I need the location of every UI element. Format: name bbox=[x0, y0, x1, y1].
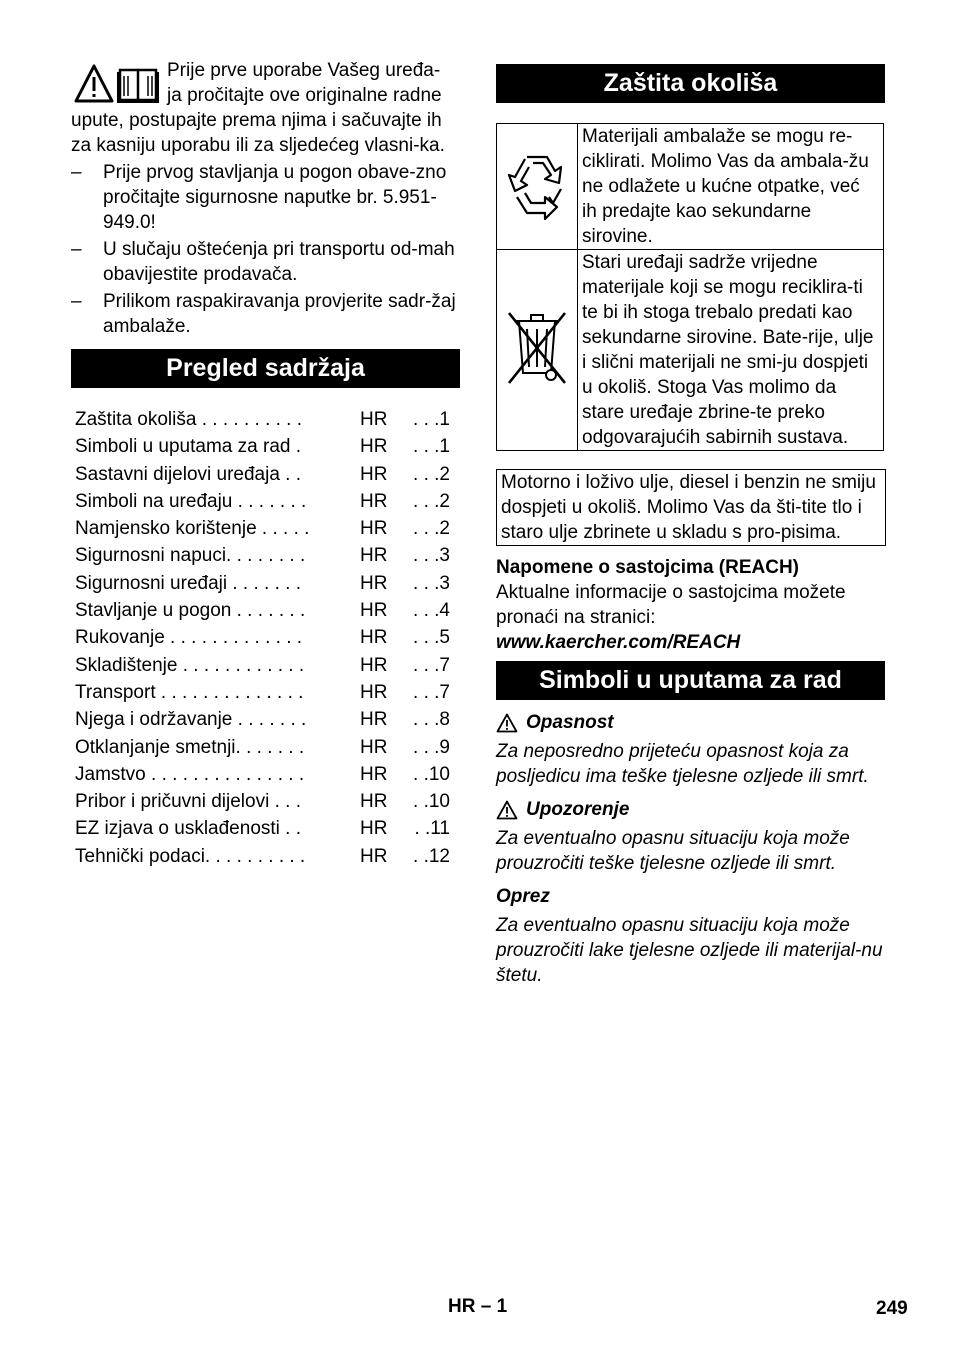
table-row bbox=[497, 124, 884, 250]
toc-entry-page: . . .3 bbox=[413, 572, 450, 594]
toc-entry-page: . .12 bbox=[413, 845, 450, 867]
toc-entry-page: . . .1 bbox=[413, 436, 450, 458]
toc-entry-title: Simboli na uređaju . . . . . . . bbox=[75, 490, 307, 512]
symbol-title-warning: Upozorenje bbox=[526, 799, 630, 820]
reach-link[interactable]: www.kaercher.com/REACH bbox=[496, 632, 741, 653]
toc-row[interactable] bbox=[71, 488, 460, 515]
symbol-text-danger: Za neposredno prijeteću opasnost koja za posljedicu ima teške tjelesne ozljede ili smrt. bbox=[496, 741, 869, 787]
toc-entry-title: Tehnički podaci. . . . . . . . . . bbox=[75, 845, 306, 867]
toc-heading: Pregled sadržaja bbox=[71, 349, 460, 388]
toc-entry-language: HR bbox=[360, 572, 388, 594]
toc-row[interactable] bbox=[71, 679, 460, 706]
toc-entry-page: . . .1 bbox=[413, 409, 450, 430]
environment-heading: Zaštita okoliša bbox=[496, 64, 885, 103]
toc-entry-title: Sigurnosni uređaji . . . . . . . bbox=[75, 572, 301, 594]
recycle-icon-cell bbox=[497, 124, 578, 250]
symbol-text-warning: Za eventualno opasnu situaciju koja može prouzročiti teške tjelesne ozljede ili smrt. bbox=[496, 828, 850, 874]
toc-entry-title: Simboli u uputama za rad . bbox=[75, 436, 302, 458]
toc-entry-title: Skladištenje . . . . . . . . . . . . bbox=[75, 654, 305, 676]
toc-entry-language: HR bbox=[360, 409, 388, 430]
toc-entry-title: Njega i održavanje . . . . . . . bbox=[75, 709, 307, 731]
toc-entry-title: Pribor i pričuvni dijelovi . . . bbox=[75, 791, 301, 813]
footer-page-number: 249 bbox=[876, 1298, 908, 1319]
toc-entry-title: Zaštita okoliša . . . . . . . . . . bbox=[75, 409, 303, 430]
toc-entry-language: HR bbox=[360, 545, 388, 567]
list-item: – Prije prvog stavljanja u pogon obave-zno pročitajte sigurnosne naputke br. 5.951-949.0! bbox=[71, 162, 447, 233]
toc-entry-page: . . .9 bbox=[413, 736, 450, 758]
toc-entry-title: Otklanjanje smetnji. . . . . . . bbox=[75, 736, 305, 758]
right-column bbox=[496, 64, 885, 988]
toc-entry-language: HR bbox=[360, 463, 388, 485]
toc-row[interactable] bbox=[71, 542, 460, 569]
intro-bullets bbox=[71, 160, 460, 339]
list-item: – U slučaju oštećenja pri transportu od-mah obavijestite prodavača. bbox=[71, 239, 455, 285]
toc-entry-title: Sastavni dijelovi uređaja . . bbox=[75, 463, 302, 485]
toc-entry-page: . . .7 bbox=[413, 681, 450, 703]
warning-triangle-icon bbox=[496, 800, 518, 820]
crossed-bin-icon bbox=[505, 307, 569, 387]
symbol-title-caution: Oprez bbox=[496, 886, 550, 907]
crossed-bin-icon-cell bbox=[497, 250, 578, 451]
symbols-heading: Simboli u uputama za rad bbox=[496, 661, 885, 700]
toc-row[interactable] bbox=[71, 815, 460, 842]
toc-entry-page: . . .5 bbox=[413, 627, 450, 649]
toc-entry-language: HR bbox=[360, 600, 388, 622]
toc-row[interactable] bbox=[71, 515, 460, 542]
symbol-text-caution: Za eventualno opasnu situaciju koja može prouzročiti lake tjelesne ozljede ili materijal-nu štetu. bbox=[496, 915, 883, 986]
toc-entry-language: HR bbox=[360, 736, 388, 758]
toc-entry-language: HR bbox=[360, 654, 388, 676]
symbol-title-danger: Opasnost bbox=[526, 712, 614, 733]
toc-entry-language: HR bbox=[360, 845, 388, 867]
toc-row[interactable] bbox=[71, 461, 460, 488]
toc-entry-page: . . .2 bbox=[413, 490, 450, 512]
reach-text: Aktualne informacije o sastojcima možete pronaći na stranici: bbox=[496, 582, 846, 628]
toc-row[interactable] bbox=[71, 706, 460, 733]
toc-entry-title: Namjensko korištenje . . . . . bbox=[75, 518, 310, 540]
toc-entry-language: HR bbox=[360, 436, 388, 458]
toc-row[interactable] bbox=[71, 624, 460, 651]
toc-row[interactable] bbox=[71, 761, 460, 788]
toc-entry-language: HR bbox=[360, 763, 388, 785]
toc-entry-title: Transport . . . . . . . . . . . . . . bbox=[75, 681, 304, 703]
toc-row[interactable] bbox=[71, 788, 460, 815]
toc-entry-page: . . .4 bbox=[413, 600, 450, 622]
toc-entry-page: . . .2 bbox=[413, 463, 450, 485]
symbol-danger bbox=[496, 710, 885, 789]
recycle-icon bbox=[499, 145, 575, 221]
toc-row[interactable] bbox=[71, 433, 460, 460]
oil-note-box: Motorno i loživo ulje, diesel i benzin ne smiju dospjeti u okoliš. Molimo Vas da šti-tite tlo i staro ulje zbrinete u skladu s pro-pisima. bbox=[496, 469, 886, 546]
toc-entry-title: EZ izjava o usklađenosti . . bbox=[75, 818, 301, 840]
toc-entry-title: Sigurnosni napuci. . . . . . . . bbox=[75, 545, 306, 567]
intro-line-1: Prije prve uporabe Vašeg uređa- bbox=[167, 60, 441, 81]
toc-entry-language: HR bbox=[360, 518, 388, 540]
table-row bbox=[497, 250, 884, 451]
toc-entry-title: Stavljanje u pogon . . . . . . . bbox=[75, 600, 306, 622]
toc-entry-language: HR bbox=[360, 709, 388, 731]
symbol-caution bbox=[496, 884, 885, 988]
bullet-dash: – bbox=[71, 162, 82, 183]
warning-triangle-icon bbox=[76, 66, 112, 101]
toc-entry-language: HR bbox=[360, 791, 388, 813]
toc-row[interactable] bbox=[71, 406, 460, 433]
toc-entry-page: . .10 bbox=[413, 763, 450, 785]
list-item: – Prilikom raspakiravanja provjerite sadr-žaj ambalaže. bbox=[71, 291, 456, 337]
toc-entry-language: HR bbox=[360, 627, 388, 649]
toc-entry-page: . .10 bbox=[413, 791, 450, 813]
toc-entry-page: . . .7 bbox=[413, 654, 450, 676]
toc-row[interactable] bbox=[71, 652, 460, 679]
environment-text-1: Materijali ambalaže se mogu re-ciklirati. Molimo Vas da ambala-žu ne odlažete u kućne otpatke, već ih predajte kao sekundarne sirovine. bbox=[578, 124, 884, 250]
toc-row[interactable] bbox=[71, 843, 460, 870]
toc-entry-page: . .11 bbox=[414, 818, 450, 840]
left-column bbox=[71, 58, 460, 870]
toc-entry-page: . . .2 bbox=[413, 518, 450, 540]
toc-entry-page: . . .3 bbox=[413, 545, 450, 567]
intro-line-2: ja pročitajte ove originalne radne bbox=[167, 85, 442, 106]
environment-text-2: Stari uređaji sadrže vrijedne materijale koji se mogu reciklira-ti te bi ih stoga trebalo predati kao sekundarne sirovine. Bate-rije, ulje i slični materijali ne smi-ju dospjeti u okoliš. Stoga Vas molimo da stare uređaje zbrine-te preko odgovarajućih sabirnih sustava. bbox=[578, 250, 884, 451]
manual-book-icon bbox=[118, 70, 158, 102]
toc-entry-title: Rukovanje . . . . . . . . . . . . . bbox=[75, 627, 303, 649]
toc-entry-language: HR bbox=[360, 490, 388, 512]
toc-row[interactable] bbox=[71, 570, 460, 597]
toc-entry-title: Jamstvo . . . . . . . . . . . . . . . bbox=[75, 763, 305, 785]
toc-entry-page: . . .8 bbox=[413, 709, 450, 731]
intro-text: upute, postupajte prema njima i sačuvajte ih za kasniju uporabu ili za sljedećeg vlasni-ka. bbox=[71, 110, 445, 156]
toc-entry-language: HR bbox=[360, 818, 388, 840]
toc-row[interactable] bbox=[71, 597, 460, 624]
environment-table bbox=[496, 123, 884, 451]
toc-row[interactable] bbox=[71, 734, 460, 761]
footer-section-label: HR – 1 bbox=[448, 1296, 508, 1317]
intro-block bbox=[71, 58, 460, 108]
toc-entry-language: HR bbox=[360, 681, 388, 703]
bullet-dash: – bbox=[71, 239, 82, 260]
warning-triangle-icon bbox=[496, 713, 518, 733]
symbol-warning bbox=[496, 797, 885, 876]
table-of-contents bbox=[71, 406, 460, 870]
bullet-dash: – bbox=[71, 291, 82, 312]
warning-and-manual-icons bbox=[74, 64, 160, 104]
reach-heading: Napomene o sastojcima (REACH) bbox=[496, 557, 800, 578]
